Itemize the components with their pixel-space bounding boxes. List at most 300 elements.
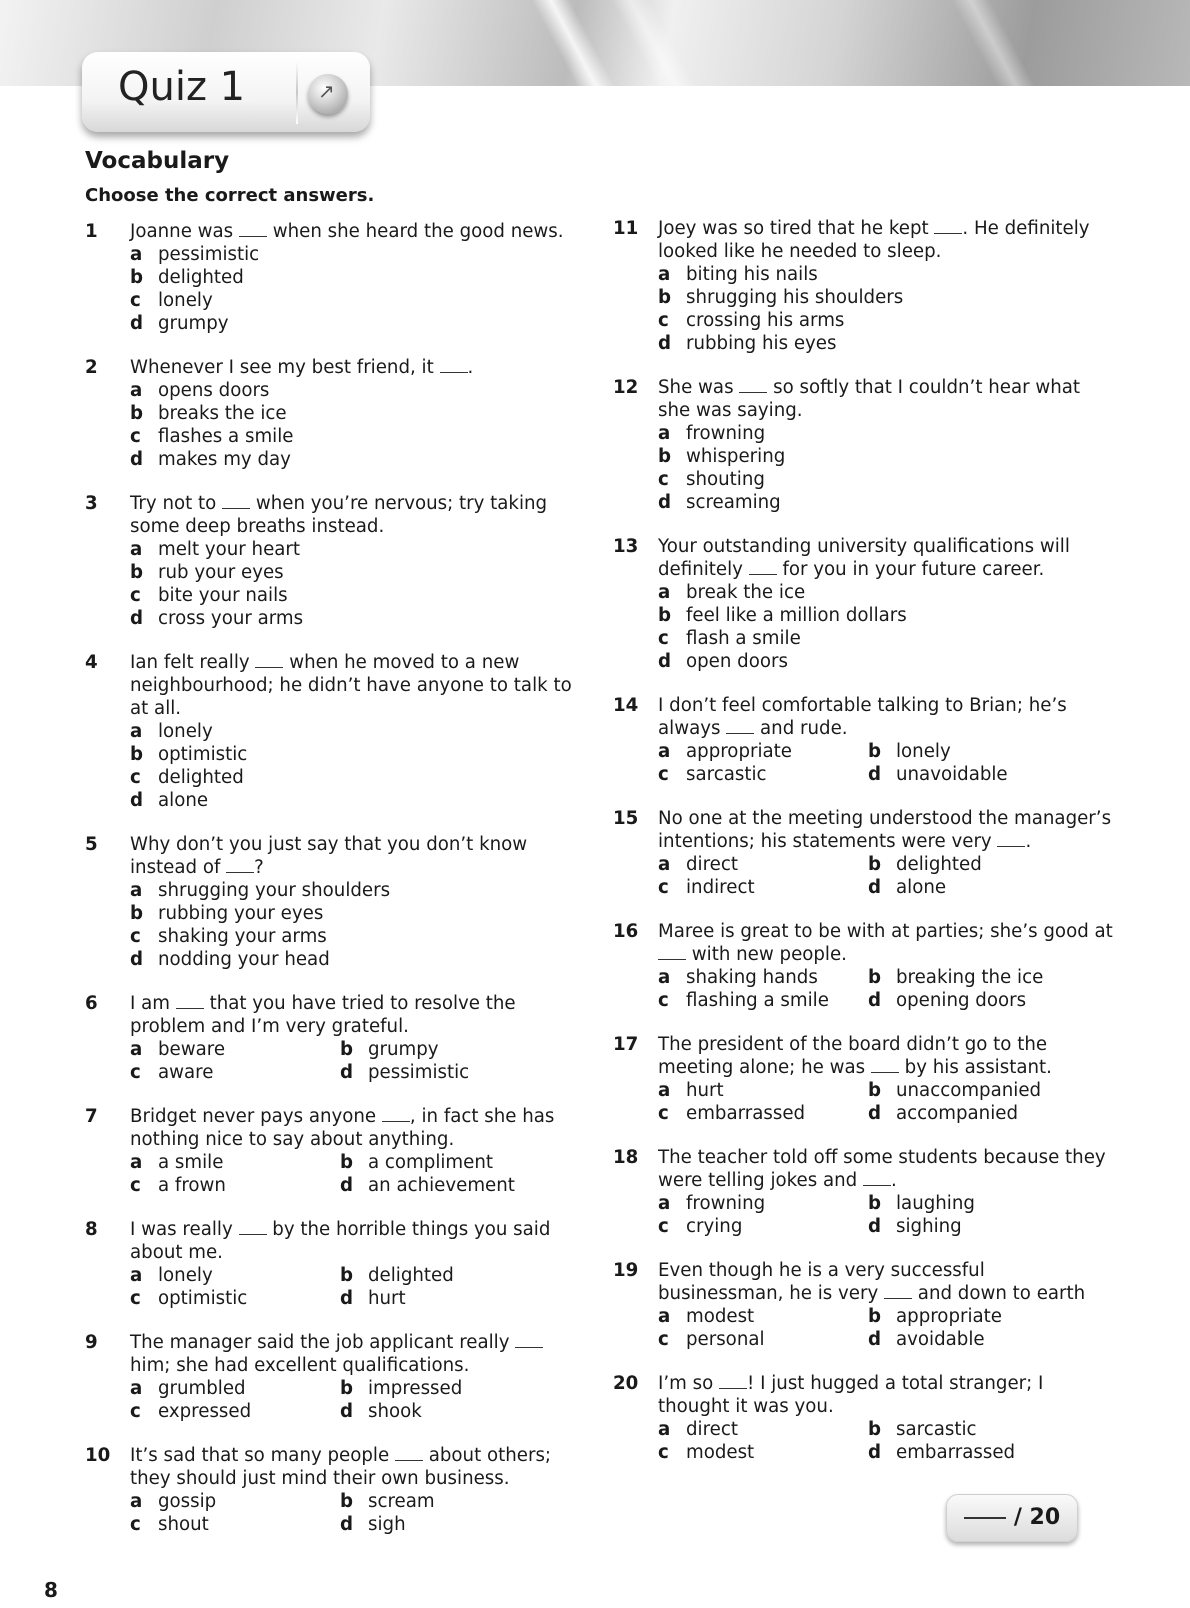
option-a[interactable]	[130, 1264, 340, 1287]
answer-blank[interactable]	[226, 871, 254, 873]
option-b[interactable]	[130, 402, 585, 425]
option-c[interactable]	[658, 627, 1113, 650]
quiz-title: Quiz 1	[118, 64, 246, 110]
option-text: melt your heart	[158, 539, 301, 560]
option-text: beware	[158, 1039, 226, 1060]
question-number: 7	[85, 1106, 98, 1127]
answer-options	[658, 1418, 1113, 1464]
option-b[interactable]	[130, 743, 585, 766]
question-text-part: by his assistant.	[898, 1057, 1052, 1078]
question-6	[85, 992, 585, 1084]
answer-options	[658, 1192, 1113, 1238]
option-text: whispering	[686, 446, 786, 467]
option-text: an achievement	[368, 1175, 515, 1196]
option-c[interactable]	[130, 425, 585, 448]
question-text	[130, 1105, 585, 1151]
option-letter: b	[340, 1039, 354, 1060]
question-number: 4	[85, 652, 98, 673]
answer-blank[interactable]	[863, 1184, 891, 1186]
answer-options	[130, 243, 585, 335]
question-4	[85, 651, 585, 812]
option-d[interactable]	[868, 1215, 1078, 1238]
option-b[interactable]	[130, 902, 585, 925]
option-letter: a	[658, 264, 671, 285]
option-letter: c	[130, 585, 141, 606]
option-letter: a	[130, 244, 143, 265]
option-text: impressed	[368, 1378, 463, 1399]
option-text: grumpy	[158, 313, 229, 334]
question-text-part: for you in your future career.	[776, 559, 1045, 580]
option-a[interactable]	[658, 740, 868, 763]
option-text: flash a smile	[686, 628, 801, 649]
option-text: flashes a smile	[158, 426, 294, 447]
option-b[interactable]	[340, 1377, 550, 1400]
question-text-part: Ian felt really	[130, 652, 256, 673]
option-letter: c	[658, 628, 669, 649]
question-number: 16	[613, 921, 639, 942]
option-c[interactable]	[130, 1061, 340, 1084]
option-text: grumbled	[158, 1378, 246, 1399]
option-letter: a	[130, 1378, 143, 1399]
option-c[interactable]	[658, 1328, 868, 1351]
option-a[interactable]	[658, 422, 1113, 445]
option-letter: a	[130, 1265, 143, 1286]
option-letter: d	[340, 1175, 354, 1196]
answer-blank[interactable]	[440, 371, 468, 373]
question-text-part: so softly that I couldn’t hear what she was saying.	[658, 377, 1081, 421]
option-c[interactable]	[130, 289, 585, 312]
option-letter: b	[658, 605, 672, 626]
option-d[interactable]	[340, 1513, 550, 1536]
option-letter: c	[130, 1288, 141, 1309]
option-text: direct	[686, 854, 738, 875]
option-b[interactable]	[340, 1490, 550, 1513]
option-letter: d	[868, 990, 882, 1011]
question-text-part: The manager said the job applicant really	[130, 1332, 516, 1353]
option-d[interactable]	[340, 1061, 550, 1084]
option-letter: a	[130, 1152, 143, 1173]
option-text: scream	[368, 1491, 435, 1512]
question-text-part: Whenever I see my best friend, it	[130, 357, 440, 378]
option-text: delighted	[896, 854, 982, 875]
option-text: a frown	[158, 1175, 226, 1196]
option-a[interactable]	[658, 581, 1113, 604]
question-text	[658, 694, 1113, 740]
question-text-part: when you’re nervous; try taking some deep breaths instead.	[130, 493, 548, 537]
option-b[interactable]	[868, 740, 1078, 763]
option-letter: b	[130, 267, 144, 288]
option-b[interactable]	[340, 1151, 550, 1174]
option-d[interactable]	[130, 789, 585, 812]
option-text: frowning	[686, 423, 766, 444]
answer-blank[interactable]	[884, 1297, 912, 1299]
option-text: crossing his arms	[686, 310, 845, 331]
option-letter: b	[130, 903, 144, 924]
option-letter: c	[130, 926, 141, 947]
option-text: optimistic	[158, 744, 248, 765]
option-d[interactable]	[130, 312, 585, 335]
option-c[interactable]	[130, 1513, 340, 1536]
question-18	[613, 1146, 1113, 1238]
question-9	[85, 1331, 585, 1423]
question-number: 14	[613, 695, 639, 716]
option-text: gossip	[158, 1491, 217, 1512]
answer-blank[interactable]	[726, 732, 754, 734]
score-blank[interactable]	[964, 1517, 1006, 1519]
question-14	[613, 694, 1113, 786]
option-a[interactable]	[130, 243, 585, 266]
option-letter: c	[130, 1175, 141, 1196]
answer-blank[interactable]	[658, 958, 686, 960]
option-letter: d	[340, 1401, 354, 1422]
question-text-part: .	[467, 357, 474, 378]
option-letter: d	[658, 333, 672, 354]
option-text: aware	[158, 1062, 214, 1083]
answer-blank[interactable]	[934, 232, 962, 234]
option-d[interactable]	[658, 650, 1113, 673]
option-letter: c	[130, 1514, 141, 1535]
option-text: expressed	[158, 1401, 252, 1422]
option-a[interactable]	[658, 966, 868, 989]
question-13	[613, 535, 1113, 673]
option-text: rubbing your eyes	[158, 903, 324, 924]
option-a[interactable]	[130, 1038, 340, 1061]
question-text-part: I am	[130, 993, 176, 1014]
question-text-part: The teacher told off some students because they were telling jokes and	[658, 1147, 1106, 1191]
option-d[interactable]	[868, 1328, 1078, 1351]
question-number: 2	[85, 357, 98, 378]
option-letter: b	[868, 1419, 882, 1440]
question-text	[130, 1444, 585, 1490]
option-d[interactable]	[868, 876, 1078, 899]
answer-options	[658, 263, 1113, 355]
option-text: lonely	[158, 1265, 213, 1286]
question-number: 19	[613, 1260, 639, 1281]
option-letter: d	[130, 313, 144, 334]
option-b[interactable]	[340, 1264, 550, 1287]
option-text: biting his nails	[686, 264, 818, 285]
option-a[interactable]	[130, 879, 585, 902]
question-text	[658, 376, 1113, 422]
answer-options	[658, 1079, 1113, 1125]
question-text-part: .	[890, 1170, 897, 1191]
option-letter: b	[868, 1306, 882, 1327]
option-text: delighted	[158, 267, 244, 288]
option-text: sarcastic	[896, 1419, 977, 1440]
option-letter: c	[130, 426, 141, 447]
answer-blank[interactable]	[239, 235, 267, 237]
question-number: 13	[613, 536, 639, 557]
option-text: hurt	[368, 1288, 406, 1309]
option-letter: a	[658, 582, 671, 603]
answer-options	[658, 740, 1113, 786]
option-c[interactable]	[658, 468, 1113, 491]
option-d[interactable]	[340, 1400, 550, 1423]
option-a[interactable]	[130, 1490, 340, 1513]
option-c[interactable]	[130, 1287, 340, 1310]
option-a[interactable]	[658, 1079, 868, 1102]
option-text: a compliment	[368, 1152, 493, 1173]
question-text-part: that you have tried to resolve the problem and I’m very grateful.	[130, 993, 516, 1037]
answer-blank[interactable]	[739, 391, 767, 393]
answer-blank[interactable]	[719, 1387, 747, 1389]
option-text: shrugging your shoulders	[158, 880, 391, 901]
question-text-part: when she heard the good news.	[266, 221, 564, 242]
answer-blank[interactable]	[176, 1007, 204, 1009]
option-c[interactable]	[130, 1174, 340, 1197]
option-b[interactable]	[868, 853, 1078, 876]
section-title: Vocabulary	[85, 148, 230, 174]
option-c[interactable]	[658, 1441, 868, 1464]
question-text	[130, 833, 585, 879]
question-3	[85, 492, 585, 630]
option-d[interactable]	[130, 607, 585, 630]
option-d[interactable]	[868, 989, 1078, 1012]
answer-blank[interactable]	[515, 1346, 543, 1348]
option-text: shouting	[686, 469, 765, 490]
option-text: breaking the ice	[896, 967, 1044, 988]
question-text	[658, 1033, 1113, 1079]
questions-right-column	[613, 217, 1113, 1485]
answer-options	[130, 1038, 585, 1084]
option-text: opening doors	[896, 990, 1027, 1011]
question-text-part: I’m so	[658, 1373, 720, 1394]
answer-options	[130, 1264, 585, 1310]
answer-options	[658, 422, 1113, 514]
option-c[interactable]	[130, 766, 585, 789]
option-text: lonely	[158, 290, 213, 311]
option-d[interactable]	[130, 448, 585, 471]
option-c[interactable]	[130, 1400, 340, 1423]
option-a[interactable]	[130, 379, 585, 402]
option-c[interactable]	[658, 1102, 868, 1125]
option-d[interactable]	[868, 1441, 1078, 1464]
option-d[interactable]	[868, 1102, 1078, 1125]
answer-blank[interactable]	[749, 573, 777, 575]
option-b[interactable]	[868, 1305, 1078, 1328]
question-text	[130, 492, 585, 538]
option-c[interactable]	[658, 989, 868, 1012]
option-d[interactable]	[340, 1174, 550, 1197]
option-b[interactable]	[868, 1079, 1078, 1102]
option-a[interactable]	[130, 538, 585, 561]
option-text: alone	[158, 790, 209, 811]
answer-blank[interactable]	[255, 666, 283, 668]
question-20	[613, 1372, 1113, 1464]
answer-options	[130, 379, 585, 471]
option-letter: d	[130, 449, 144, 470]
question-text	[658, 807, 1113, 853]
option-text: appropriate	[686, 741, 792, 762]
option-text: feel like a million dollars	[686, 605, 907, 626]
option-letter: b	[868, 741, 882, 762]
option-c[interactable]	[130, 925, 585, 948]
option-letter: c	[658, 877, 669, 898]
question-text	[130, 356, 585, 379]
option-letter: b	[868, 1193, 882, 1214]
option-letter: d	[868, 764, 882, 785]
option-text: unaccompanied	[896, 1080, 1042, 1101]
option-text: screaming	[686, 492, 781, 513]
question-text-part: No one at the meeting understood the manager’s intentions; his statements were very	[658, 808, 1112, 852]
option-letter: a	[130, 721, 143, 742]
option-text: frowning	[686, 1193, 766, 1214]
option-letter: a	[130, 1491, 143, 1512]
question-text-part: The president of the board didn’t go to the meeting alone; he was	[658, 1034, 1048, 1078]
tab-divider	[296, 60, 298, 124]
option-letter: a	[658, 741, 671, 762]
option-text: rub your eyes	[158, 562, 284, 583]
option-text: crying	[686, 1216, 743, 1237]
question-text-part: about others; they should just mind their own business.	[130, 1445, 552, 1489]
option-letter: b	[868, 1080, 882, 1101]
option-a[interactable]	[658, 853, 868, 876]
option-letter: c	[658, 1329, 669, 1350]
option-letter: b	[340, 1265, 354, 1286]
option-c[interactable]	[658, 309, 1113, 332]
option-d[interactable]	[340, 1287, 550, 1310]
option-letter: d	[658, 492, 672, 513]
option-c[interactable]	[658, 1215, 868, 1238]
answer-options	[658, 966, 1113, 1012]
option-text: grumpy	[368, 1039, 439, 1060]
option-b[interactable]	[340, 1038, 550, 1061]
option-letter: c	[130, 290, 141, 311]
option-text: makes my day	[158, 449, 291, 470]
question-text-part: Even though he is a very successful businessman, he is very	[658, 1260, 985, 1304]
question-text-part: I don’t feel comfortable talking to Brian; he’s always	[658, 695, 1067, 739]
option-a[interactable]	[130, 720, 585, 743]
option-b[interactable]	[868, 1418, 1078, 1441]
option-d[interactable]	[658, 491, 1113, 514]
question-number: 11	[613, 218, 639, 239]
option-b[interactable]	[868, 1192, 1078, 1215]
question-text-part: Your outstanding university qualifications will definitely	[658, 536, 1070, 580]
question-text-part: She was	[658, 377, 740, 398]
option-letter: b	[868, 854, 882, 875]
option-b[interactable]	[658, 604, 1113, 627]
answer-blank[interactable]	[239, 1233, 267, 1235]
option-letter: b	[130, 562, 144, 583]
question-text-part: with new people.	[686, 944, 847, 965]
question-1	[85, 220, 585, 335]
answer-blank[interactable]	[871, 1071, 899, 1073]
question-text-part: Why don’t you just say that you don’t know instead of	[130, 834, 528, 878]
option-a[interactable]	[130, 1377, 340, 1400]
question-text-part: and rude.	[754, 718, 848, 739]
question-text-part: ! I just hugged a total stranger; I thought it was you.	[658, 1373, 1044, 1417]
question-number: 1	[85, 221, 98, 242]
answer-blank[interactable]	[395, 1459, 423, 1461]
question-text	[130, 220, 585, 243]
option-letter: a	[658, 854, 671, 875]
option-b[interactable]	[658, 286, 1113, 309]
option-b[interactable]	[130, 266, 585, 289]
option-text: optimistic	[158, 1288, 248, 1309]
option-b[interactable]	[130, 561, 585, 584]
option-text: appropriate	[896, 1306, 1002, 1327]
option-text: delighted	[158, 767, 244, 788]
option-letter: c	[658, 310, 669, 331]
answer-blank[interactable]	[997, 845, 1025, 847]
option-text: lonely	[158, 721, 213, 742]
option-letter: a	[130, 880, 143, 901]
option-a[interactable]	[658, 1192, 868, 1215]
question-number: 8	[85, 1219, 98, 1240]
question-19	[613, 1259, 1113, 1351]
option-text: embarrassed	[896, 1442, 1016, 1463]
option-letter: a	[658, 1193, 671, 1214]
option-c[interactable]	[658, 763, 868, 786]
option-text: shrugging his shoulders	[686, 287, 904, 308]
question-17	[613, 1033, 1113, 1125]
option-letter: a	[658, 1080, 671, 1101]
option-letter: d	[868, 1216, 882, 1237]
option-text: embarrassed	[686, 1103, 806, 1124]
option-a[interactable]	[130, 1151, 340, 1174]
question-5	[85, 833, 585, 971]
option-b[interactable]	[658, 445, 1113, 468]
question-number: 12	[613, 377, 639, 398]
option-letter: b	[130, 403, 144, 424]
option-letter: c	[658, 1103, 669, 1124]
option-letter: b	[340, 1152, 354, 1173]
question-text	[130, 1331, 585, 1377]
option-letter: d	[868, 1329, 882, 1350]
option-letter: a	[658, 1306, 671, 1327]
question-text	[658, 217, 1113, 263]
option-text: modest	[686, 1442, 755, 1463]
option-text: sighing	[896, 1216, 962, 1237]
option-c[interactable]	[658, 876, 868, 899]
question-text	[130, 651, 585, 720]
question-11	[613, 217, 1113, 355]
option-text: avoidable	[896, 1329, 985, 1350]
page-number: 8	[44, 1578, 58, 1602]
instructions: Choose the correct answers.	[85, 185, 375, 206]
question-text-part: It’s sad that so many people	[130, 1445, 395, 1466]
option-d[interactable]	[658, 332, 1113, 355]
arrow-badge-icon	[308, 74, 348, 114]
option-a[interactable]	[658, 263, 1113, 286]
question-text-part: him; she had excellent qualifications.	[130, 1355, 470, 1376]
question-2	[85, 356, 585, 471]
question-text-part: when he moved to a new neighbourhood; he didn’t have anyone to talk to at all.	[130, 652, 572, 719]
option-text: pessimistic	[158, 244, 260, 265]
option-a[interactable]	[658, 1305, 868, 1328]
option-letter: a	[130, 1039, 143, 1060]
option-letter: c	[658, 469, 669, 490]
answer-blank[interactable]	[382, 1120, 410, 1122]
option-c[interactable]	[130, 584, 585, 607]
question-text-part: Maree is great to be with at parties; she’s good at	[658, 921, 1113, 942]
option-letter: b	[340, 1378, 354, 1399]
option-d[interactable]	[868, 763, 1078, 786]
question-text-part: and down to earth	[912, 1283, 1086, 1304]
option-text: direct	[686, 1419, 738, 1440]
question-number: 5	[85, 834, 98, 855]
option-text: hurt	[686, 1080, 724, 1101]
questions-left-column	[85, 220, 585, 1557]
answer-blank[interactable]	[222, 507, 250, 509]
answer-options	[658, 1305, 1113, 1351]
option-d[interactable]	[130, 948, 585, 971]
option-letter: c	[130, 1401, 141, 1422]
option-text: personal	[686, 1329, 765, 1350]
option-b[interactable]	[868, 966, 1078, 989]
option-a[interactable]	[658, 1418, 868, 1441]
option-letter: b	[658, 287, 672, 308]
